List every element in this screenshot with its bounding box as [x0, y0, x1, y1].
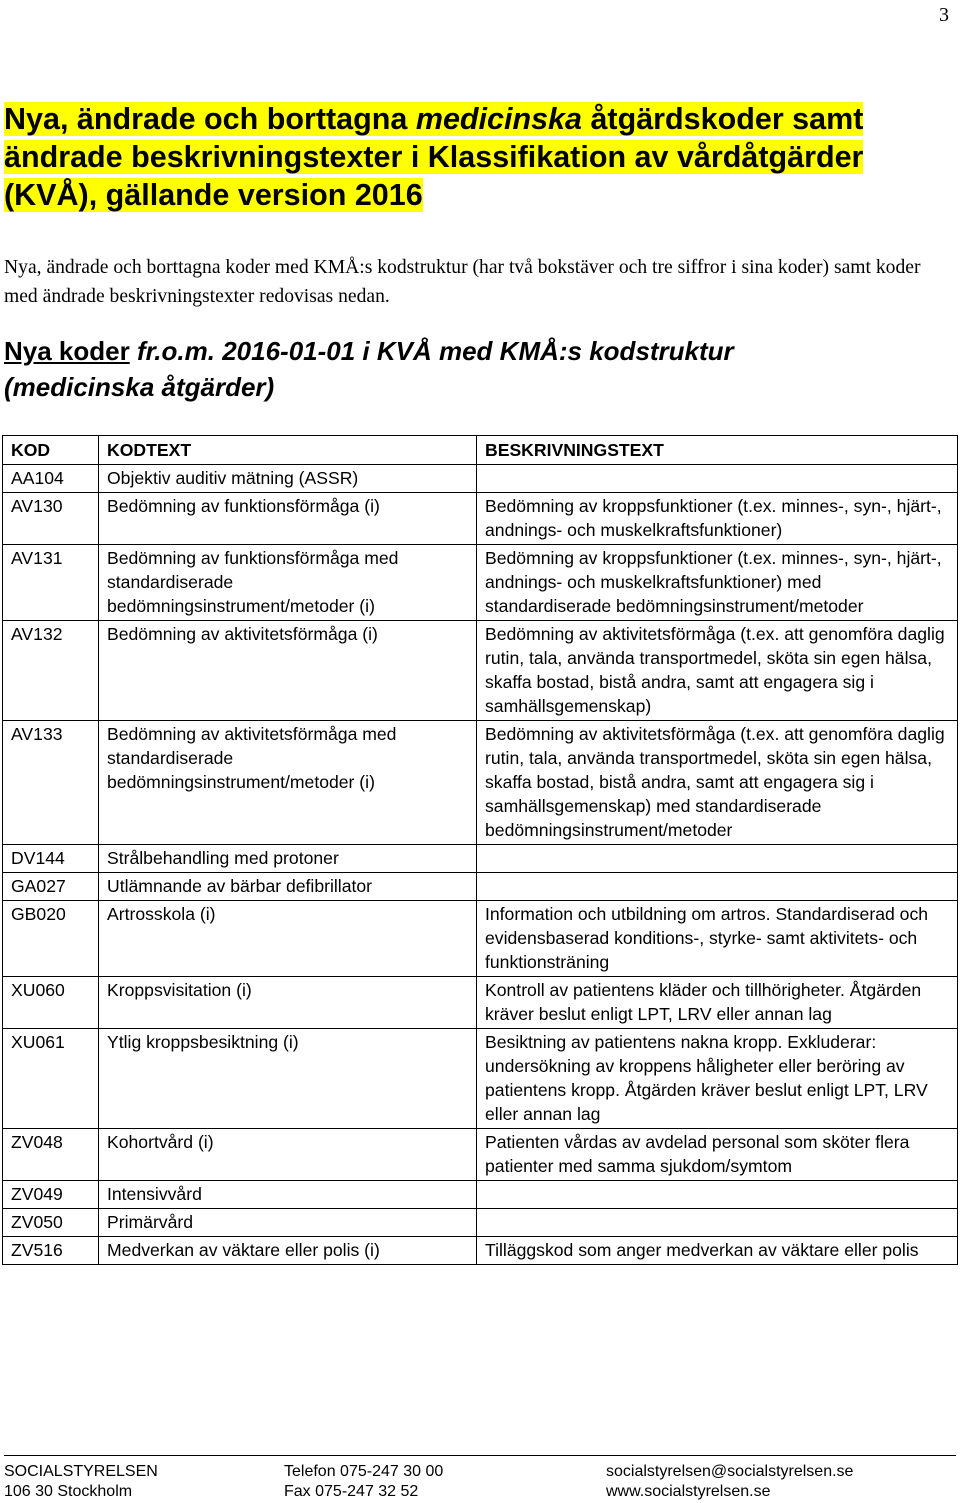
kodtext-cell: Strålbehandling med protoner — [99, 845, 477, 873]
beskrivning-cell: Kontroll av patientens kläder och tillhörigheter. Åtgärden kräver beslut enligt LPT, LRV eller annan lag — [477, 977, 958, 1029]
kodtext-cell: Bedömning av aktivitetsförmåga (i) — [99, 621, 477, 721]
table-row — [3, 621, 958, 721]
kodtext-cell: Bedömning av funktionsförmåga (i) — [99, 493, 477, 545]
title-line1-italic: medicinska — [415, 102, 582, 136]
code-cell: GB020 — [3, 901, 99, 977]
title-line1-end: åtgärdskoder samt — [581, 102, 864, 136]
kodtext-cell: Primärvård — [99, 1209, 477, 1237]
table-row — [3, 545, 958, 621]
beskrivning-cell: Bedömning av aktivitetsförmåga (t.ex. att genomföra daglig rutin, tala, använda transportmedel, sköta sin egen hälsa, skaffa bostad, bistå andra, samt att engagera sig i samhällsgemenskap) med standardiserade bedömningsinstrument/metoder — [477, 721, 958, 845]
beskrivning-cell: Bedömning av aktivitetsförmåga (t.ex. att genomföra daglig rutin, tala, använda transportmedel, sköta sin egen hälsa, skaffa bostad, bistå andra, samt att engagera sig i samhällsgemenskap) — [477, 621, 958, 721]
table-row — [3, 1209, 958, 1237]
section-heading-rest: fr.o.m. 2016-01-01 i KVÅ med KMÅ:s kodstruktur — [129, 336, 734, 366]
title-line1-start: Nya, ändrade och borttagna — [4, 102, 416, 136]
footer-web[interactable]: www.socialstyrelsen.se — [606, 1483, 771, 1500]
beskrivning-cell: Tilläggskod som anger medverkan av väktare eller polis — [477, 1237, 958, 1265]
kodtext-cell: Medverkan av väktare eller polis (i) — [99, 1237, 477, 1265]
footer-org: SOCIALSTYRELSEN — [4, 1463, 158, 1480]
codes-table — [2, 435, 958, 1265]
footer-fax: Fax 075-247 32 52 — [284, 1483, 419, 1500]
code-cell: AV131 — [3, 545, 99, 621]
table-row — [3, 1181, 958, 1209]
code-cell: XU061 — [3, 1029, 99, 1129]
beskrivning-cell — [477, 873, 958, 901]
code-cell: DV144 — [3, 845, 99, 873]
kodtext-cell: Intensivvård — [99, 1181, 477, 1209]
table-header-row — [3, 436, 958, 465]
header-beskrivningstext: BESKRIVNINGSTEXT — [477, 436, 958, 465]
section-heading-line2: (medicinska åtgärder) — [4, 372, 275, 402]
code-cell: ZV048 — [3, 1129, 99, 1181]
code-cell: XU060 — [3, 977, 99, 1029]
beskrivning-cell — [477, 465, 958, 493]
table-row — [3, 1237, 958, 1265]
kodtext-cell: Kohortvård (i) — [99, 1129, 477, 1181]
kodtext-cell: Ytlig kroppsbesiktning (i) — [99, 1029, 477, 1129]
kodtext-cell: Utlämnande av bärbar defibrillator — [99, 873, 477, 901]
kodtext-cell: Objektiv auditiv mätning (ASSR) — [99, 465, 477, 493]
beskrivning-cell: Besiktning av patientens nakna kropp. Exkluderar: undersökning av kroppens håligheter eller beröring av patientens kropp. Åtgärden kräver beslut enligt LPT, LRV eller annan lag — [477, 1029, 958, 1129]
footer-phone: Telefon 075-247 30 00 — [284, 1463, 444, 1480]
footer-email[interactable]: socialstyrelsen@socialstyrelsen.se — [606, 1463, 854, 1480]
table-row — [3, 493, 958, 545]
section-heading — [4, 333, 734, 405]
footer-divider — [4, 1455, 956, 1456]
code-cell: AA104 — [3, 465, 99, 493]
section-heading-underlined: Nya koder — [4, 336, 130, 366]
table-row — [3, 977, 958, 1029]
header-kodtext: KODTEXT — [99, 436, 477, 465]
table-row — [3, 873, 958, 901]
table-row — [3, 901, 958, 977]
page-number: 3 — [939, 4, 949, 26]
footer-web-block — [606, 1462, 853, 1502]
code-cell: GA027 — [3, 873, 99, 901]
table-row — [3, 465, 958, 493]
title-line3: (KVÅ), gällande version 2016 — [4, 178, 423, 212]
header-kod: KOD — [3, 436, 99, 465]
kodtext-cell: Bedömning av aktivitetsförmåga med standardiserade bedömningsinstrument/metoder (i) — [99, 721, 477, 845]
code-cell: ZV050 — [3, 1209, 99, 1237]
code-cell: ZV516 — [3, 1237, 99, 1265]
intro-paragraph: Nya, ändrade och borttagna koder med KMÅ:s kodstruktur (har två bokstäver och tre siffror i sina koder) samt koder med ändrade beskrivningstexter redovisas nedan. — [4, 257, 921, 307]
code-cell: AV133 — [3, 721, 99, 845]
beskrivning-cell: Bedömning av kroppsfunktioner (t.ex. minnes-, syn-, hjärt-, andnings- och muskelkraftsfunktioner) med standardiserade bedömningsinstrument/metoder — [477, 545, 958, 621]
table-row — [3, 721, 958, 845]
beskrivning-cell — [477, 845, 958, 873]
beskrivning-cell: Information och utbildning om artros. Standardiserad och evidensbaserad konditions-, styrke- samt aktivitets- och funktionsträning — [477, 901, 958, 977]
footer-org-block — [4, 1462, 158, 1502]
kodtext-cell: Kroppsvisitation (i) — [99, 977, 477, 1029]
table-row — [3, 1129, 958, 1181]
beskrivning-cell — [477, 1209, 958, 1237]
footer-address: 106 30 Stockholm — [4, 1483, 133, 1500]
beskrivning-cell — [477, 1181, 958, 1209]
kodtext-cell: Artrosskola (i) — [99, 901, 477, 977]
footer — [0, 1448, 960, 1503]
page-title — [4, 100, 863, 214]
beskrivning-cell: Bedömning av kroppsfunktioner (t.ex. minnes-, syn-, hjärt-, andnings- och muskelkraftsfunktioner) — [477, 493, 958, 545]
table-row — [3, 845, 958, 873]
footer-contact-block — [284, 1462, 443, 1502]
code-cell: AV132 — [3, 621, 99, 721]
kodtext-cell: Bedömning av funktionsförmåga med standardiserade bedömningsinstrument/metoder (i) — [99, 545, 477, 621]
title-line2: ändrade beskrivningstexter i Klassifikation av vårdåtgärder — [4, 140, 864, 174]
table-row — [3, 1029, 958, 1129]
code-cell: ZV049 — [3, 1181, 99, 1209]
beskrivning-cell: Patienten vårdas av avdelad personal som sköter flera patienter med samma sjukdom/symtom — [477, 1129, 958, 1181]
code-cell: AV130 — [3, 493, 99, 545]
